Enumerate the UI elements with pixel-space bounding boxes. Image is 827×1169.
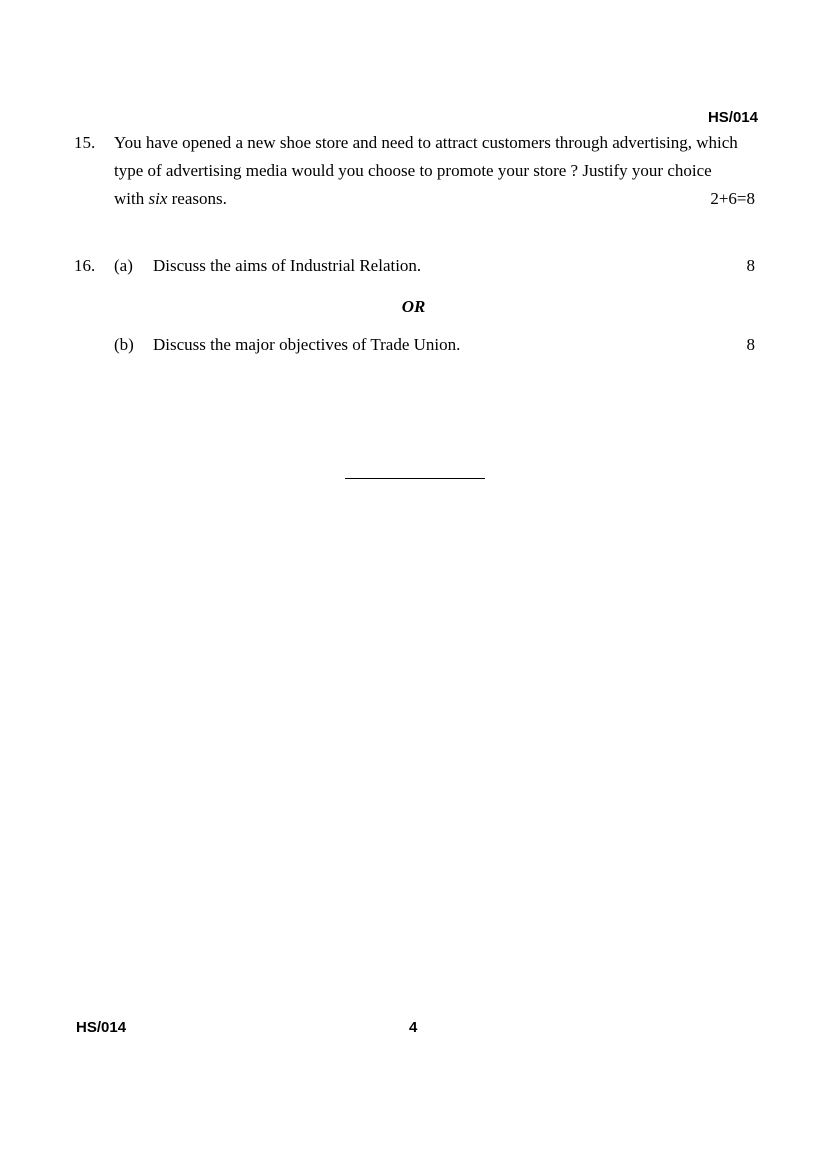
header-paper-code: HS/014: [707, 109, 758, 126]
question-15-emphasis: six: [148, 189, 168, 208]
question-15-marks: 2+6=8: [710, 189, 755, 208]
question-16a-label: (a): [114, 256, 133, 275]
question-15-number: 15.: [74, 133, 96, 152]
question-16-number: 16.: [74, 256, 96, 275]
question-15-line-1: You have opened a new shoe store and need to attract customers through advertising, which: [114, 133, 738, 152]
question-15-line-3-pre: with: [114, 189, 149, 208]
question-16a-text: Discuss the aims of Industrial Relation.: [153, 256, 422, 275]
question-16b-text: Discuss the major objectives of Trade Union.: [153, 335, 461, 354]
question-15-line-3: [114, 189, 755, 209]
or-separator: OR: [401, 297, 426, 316]
footer-page-number: 4: [409, 1019, 418, 1036]
question-15-line-3-post: reasons.: [167, 189, 227, 208]
question-16a-marks: 8: [746, 256, 755, 275]
question-15-line-2: type of advertising media would you choose to promote your store ? Justify your choice: [114, 161, 712, 180]
footer-paper-code: HS/014: [76, 1019, 127, 1036]
end-of-paper-rule: [345, 478, 485, 479]
question-16b-label: (b): [114, 335, 134, 354]
question-16b-marks: 8: [746, 335, 755, 354]
